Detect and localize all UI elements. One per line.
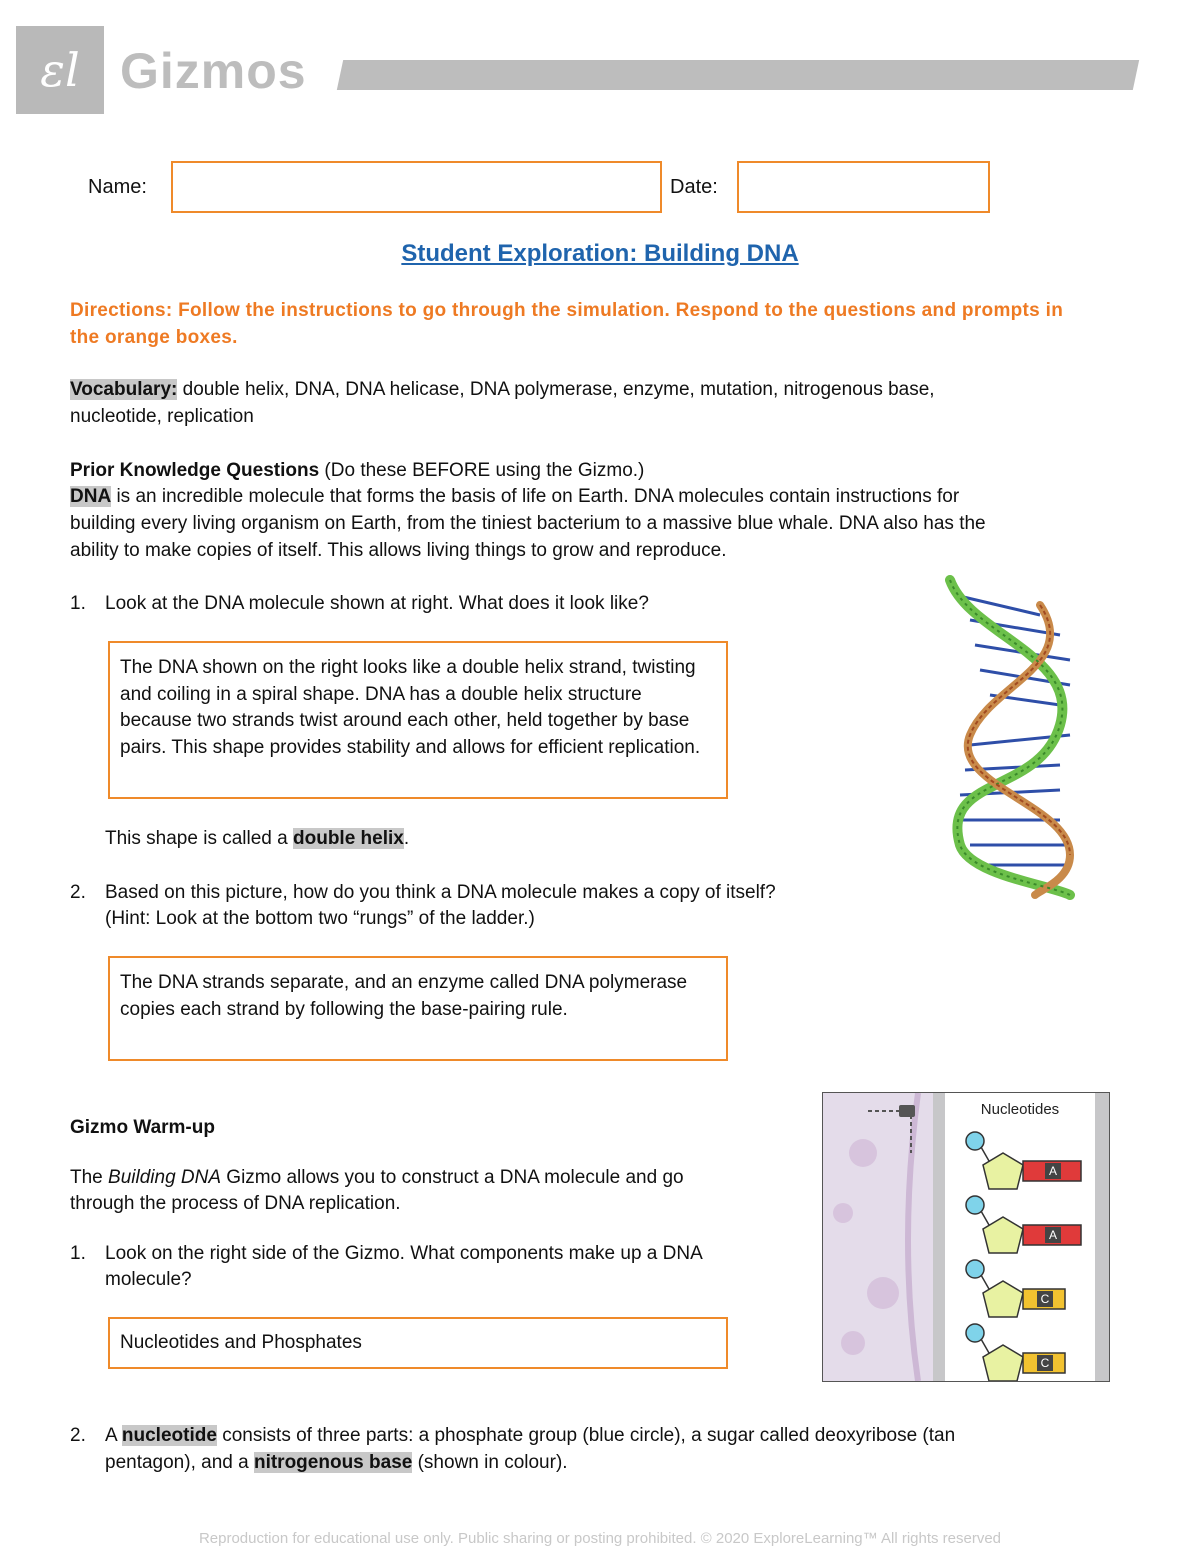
question-2-number: 2. [70,882,86,903]
dna-double-helix-image [930,575,1090,900]
gizmo-panel-title: Nucleotides [980,1101,1060,1118]
vocabulary-line: Vocabulary: double helix, DNA, DNA helicase, DNA polymerase, enzyme, mutation, nitrogenous base, [70,379,935,400]
dna-term: DNA [70,486,112,507]
name-label: Name: [88,176,147,198]
double-helix-term: double helix [293,828,404,849]
answer-box-2[interactable]: The DNA strands separate, and an enzyme called DNA polymerase copies each strand by following the base-pairing rule. [108,956,728,1061]
base-label: A [1048,1164,1057,1178]
nucleotide-term: nucleotide [121,1425,217,1446]
warmup-question-2-line-1: A nucleotide consists of three parts: a phosphate group (blue circle), a sugar called deoxyribose (tan [105,1425,956,1446]
base-label: C [1040,1356,1050,1370]
name-field[interactable] [171,161,662,213]
directions-text: Directions: Follow the instructions to go through the simulation. Respond to the questions and prompts in the orange boxes. [70,300,1064,348]
double-helix-line: This shape is called a double helix. [105,828,410,849]
gizmo-panel-graphic [823,1093,1109,1381]
prior-knowledge-heading-line: Prior Knowledge Questions (Do these BEFORE using the Gizmo.) [70,460,645,481]
footer-copyright: Reproduction for educational use only. Public sharing or posting prohibited. © 2020 ExploreLearning™ All rights reserved [198,1530,1002,1547]
date-label: Date: [670,176,718,198]
question-1-number: 1. [70,593,86,614]
gizmos-brand: Gizmos [120,43,307,99]
vocabulary-label: Vocabulary: [70,379,178,400]
question-2-line-1: Based on this picture, how do you think a DNA molecule makes a copy of itself? [105,882,776,903]
warmup-question-2-number: 2. [70,1425,86,1446]
answer-box-1[interactable]: The DNA shown on the right looks like a double helix strand, twisting and coiling in a spiral shape. DNA has a double helix structure because two strands twist around each other, held together by base pairs. This shape provides stability and allows for efficient replication. [108,641,728,799]
warmup-question-1-line-1: Look on the right side of the Gizmo. What components make up a DNA [105,1243,703,1264]
question-2-line-2: (Hint: Look at the bottom two “rungs” of the ladder.) [105,908,535,929]
explorelearning-logo: ɛl [16,26,104,114]
answer-box-3[interactable]: Nucleotides and Phosphates [108,1317,728,1369]
vocabulary-line-2: nucleotide, replication [70,406,254,427]
warmup-heading: Gizmo Warm-up [70,1117,215,1138]
warmup-intro-line-1: The Building DNA Gizmo allows you to construct a DNA molecule and go [70,1167,684,1188]
prior-intro-line-3: ability to make copies of itself. This allows living things to grow and reproduce. [70,540,727,561]
question-1-text: Look at the DNA molecule shown at right. What does it look like? [105,593,649,614]
date-field[interactable] [737,161,990,213]
header-bar [337,60,1139,90]
nitrogenous-base-term: nitrogenous base [253,1452,413,1473]
warmup-question-1-line-2: molecule? [105,1269,192,1290]
warmup-question-2-line-2: pentagon), and a nitrogenous base (shown in colour). [105,1452,568,1473]
prior-intro-line-2: building every living organism on Earth, from the tiniest bacterium to a massive blue whale. DNA also has the [70,513,986,534]
warmup-intro-line-2: through the process of DNA replication. [70,1193,401,1214]
gizmo-nucleotides-panel [822,1092,1110,1382]
prior-intro-line-1: DNA is an incredible molecule that forms the basis of life on Earth. DNA molecules contain instructions for [70,486,960,507]
base-label: C [1040,1292,1050,1306]
warmup-question-1-number: 1. [70,1243,86,1264]
prior-knowledge-heading: Prior Knowledge Questions [70,460,320,481]
page-title: Student Exploration: Building DNA [401,240,799,267]
base-label: A [1048,1228,1057,1242]
